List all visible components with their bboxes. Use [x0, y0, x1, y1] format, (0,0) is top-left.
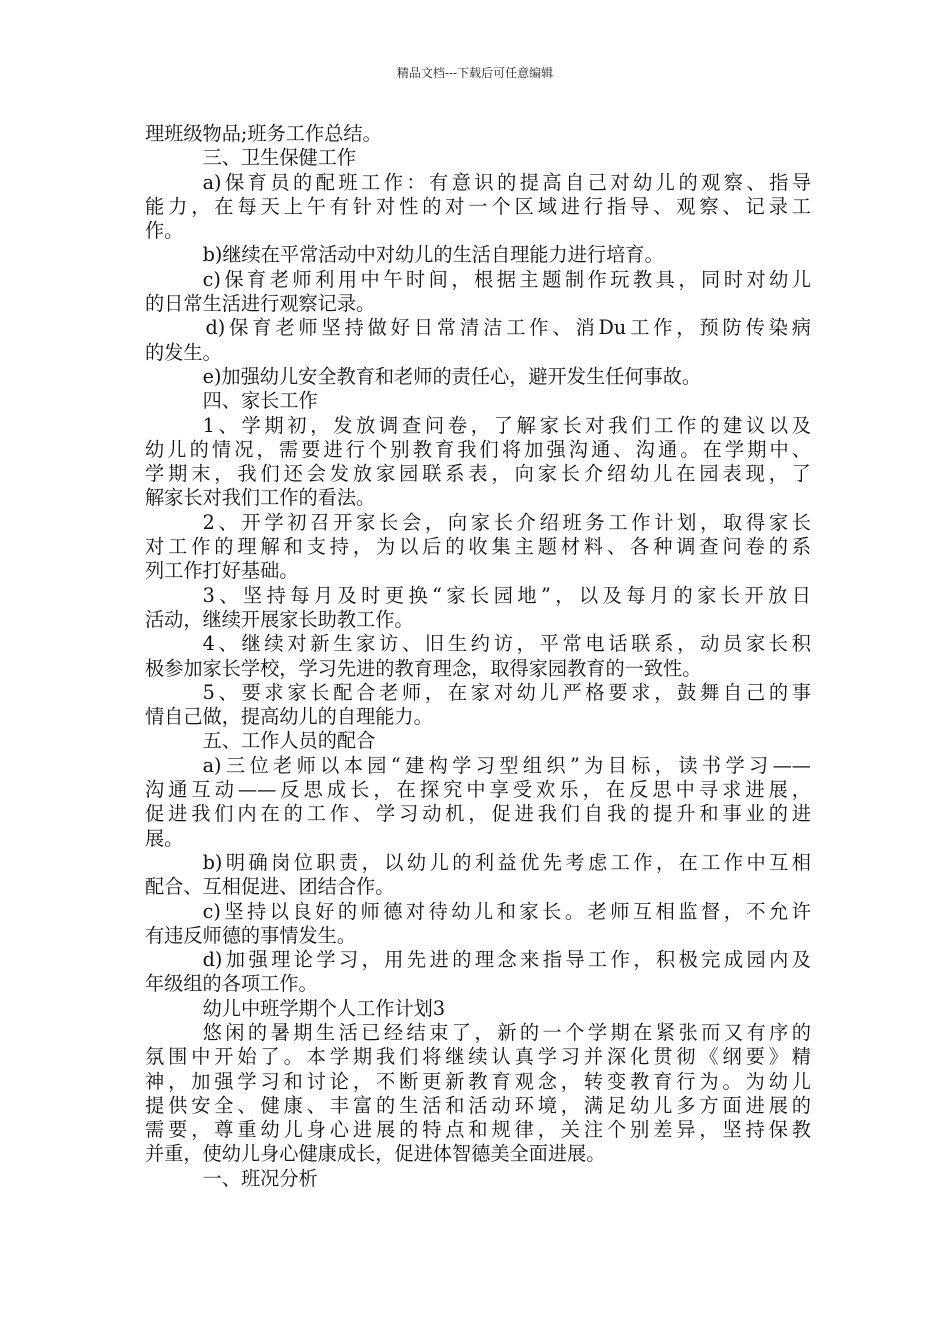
text-line: 沟通互动——反思成长，在探究中享受欢乐，在反思中寻求进展， — [145, 778, 811, 802]
text-line: 五、工作人员的配合 — [202, 729, 376, 753]
text-line: 幼儿的情况，需要进行个别教育我们将加强沟通、沟通。在学期中、 — [145, 437, 811, 461]
text-line: 活动，继续开展家长助教工作。 — [145, 607, 414, 631]
text-line: a)保育员的配班工作：有意识的提高自己对幼儿的观察、指导 — [202, 170, 811, 194]
text-line: e)加强幼儿安全教育和老师的责任心，避开发生任何事故。 — [202, 364, 702, 388]
text-line: 1、学期初，发放调查问卷，了解家长对我们工作的建议以及 — [202, 413, 811, 437]
text-line: 4、继续对新生家访、旧生约访，平常电话联系，动员家长积 — [202, 632, 811, 656]
text-line: 极参加家长学校，学习先进的教育理念，取得家园教育的一致性。 — [145, 656, 702, 680]
text-line: 幼儿中班学期个人工作计划3 — [202, 996, 446, 1020]
text-line: 解家长对我们工作的看法。 — [145, 486, 376, 510]
text-line: 氛围中开始了。本学期我们将继续认真学习并深化贯彻《纲要》精 — [145, 1045, 811, 1069]
document-body — [145, 122, 811, 1191]
text-line: 有违反师德的事情发生。 — [145, 923, 357, 947]
text-line: 三、卫生保健工作 — [202, 146, 357, 170]
text-line: 5、要求家长配合老师，在家对幼儿严格要求，鼓舞自己的事 — [202, 680, 811, 704]
text-line: 促进我们内在的工作、学习动机，促进我们自我的提升和事业的进 — [145, 802, 811, 826]
text-line: 理班级物品;班务工作总结。 — [145, 122, 382, 145]
text-line: 配合、互相促进、团结合作。 — [145, 875, 395, 899]
text-line: a)三位老师以本园“建构学习型组织”为目标，读书学习—— — [202, 753, 811, 777]
text-line: b)明确岗位职责，以幼儿的利益优先考虑工作，在工作中互相 — [202, 850, 811, 874]
text-line: 的日常生活进行观察记录。 — [145, 292, 376, 316]
text-line: 悠闲的暑期生活已经结束了，新的一个学期在紧张而又有序的 — [202, 1020, 811, 1044]
text-line: 能力，在每天上午有针对性的对一个区域进行指导、观察、记录工 — [145, 194, 811, 218]
text-line: 神，加强学习和讨论，不断更新教育观念，转变教育行为。为幼儿 — [145, 1069, 811, 1093]
text-line: 并重，使幼儿身心健康成长，促进体智德美全面进展。 — [145, 1142, 606, 1166]
text-line: 提供安全、健康、丰富的生活和活动环境，满足幼儿多方面进展的 — [145, 1093, 811, 1117]
text-line: d)保育老师坚持做好日常清洁工作、消Du工作，预防传染病 — [205, 316, 811, 340]
text-line: 展。 — [145, 826, 184, 850]
text-line: c)保育老师利用中午时间，根据主题制作玩教具，同时对幼儿 — [202, 267, 811, 291]
text-line: 四、家长工作 — [202, 389, 318, 413]
text-line: 情自己做，提高幼儿的自理能力。 — [145, 705, 433, 729]
text-line: 学期末，我们还会发放家园联系表，向家长介绍幼儿在园表现，了 — [145, 462, 811, 486]
text-line: d)加强理论学习，用先进的理念来指导工作，积极完成园内及 — [202, 948, 811, 972]
page-header: 精品文档---下载后可任意编辑 — [396, 66, 554, 80]
text-line: 作。 — [145, 219, 184, 243]
text-line: 2、开学初召开家长会，向家长介绍班务工作计划，取得家长 — [202, 510, 811, 534]
text-line: 的发生。 — [145, 340, 222, 364]
text-line: 3、坚持每月及时更换“家长园地”，以及每月的家长开放日 — [202, 583, 811, 607]
text-line: b)继续在平常活动中对幼儿的生活自理能力进行培育。 — [202, 243, 664, 267]
text-line: 列工作打好基础。 — [145, 559, 299, 583]
text-line: 一、班况分析 — [202, 1166, 318, 1190]
text-line: 年级组的各项工作。 — [145, 972, 318, 996]
text-line: 需要，尊重幼儿身心进展的特点和规律，关注个别差异，坚持保教 — [145, 1118, 811, 1142]
text-line: 对工作的理解和支持，为以后的收集主题材料、各种调查问卷的系 — [145, 535, 811, 559]
text-line: c)坚持以良好的师德对待幼儿和家长。老师互相监督，不允许 — [202, 899, 811, 923]
